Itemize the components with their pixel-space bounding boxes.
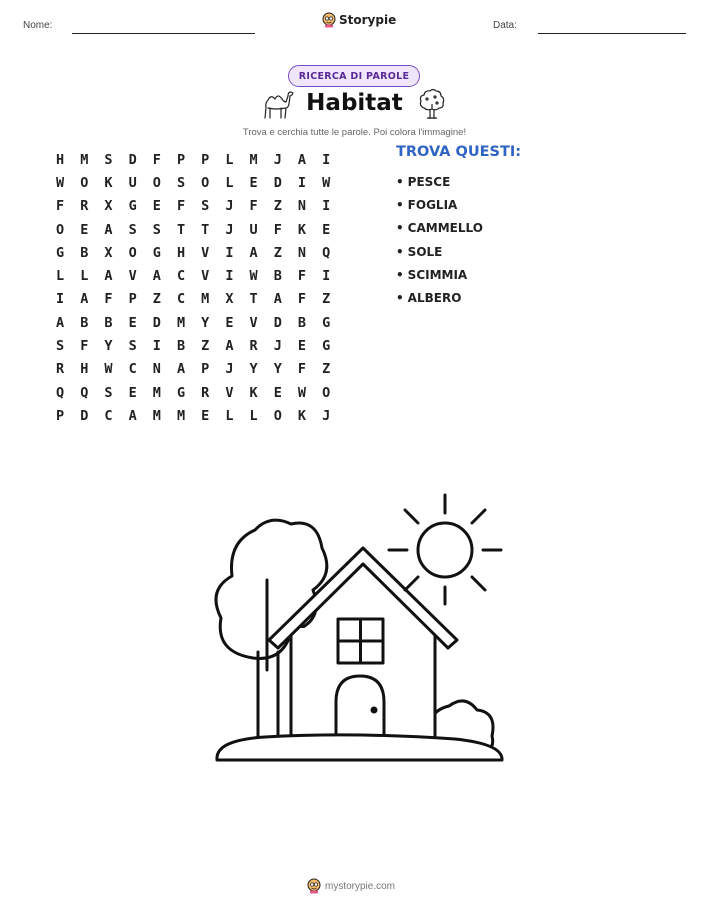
grid-letter[interactable]: M bbox=[201, 291, 210, 308]
grid-letter[interactable]: I bbox=[322, 268, 331, 285]
grid-letter[interactable]: A bbox=[273, 291, 282, 308]
grid-letter[interactable]: R bbox=[56, 361, 65, 378]
word-search-grid[interactable] bbox=[48, 148, 338, 428]
grid-letter[interactable]: G bbox=[176, 384, 186, 401]
grid-letter[interactable]: D bbox=[273, 174, 282, 191]
grid-letter[interactable]: E bbox=[297, 338, 307, 355]
grid-letter[interactable]: P bbox=[128, 291, 137, 308]
grid-letter[interactable]: E bbox=[201, 407, 210, 424]
grid-letter[interactable]: L bbox=[56, 268, 65, 285]
grid-row bbox=[48, 171, 338, 194]
date-line[interactable] bbox=[538, 33, 686, 34]
house-coloring-icon[interactable] bbox=[205, 490, 510, 775]
grid-letter[interactable]: L bbox=[225, 151, 234, 168]
instructions: Trova e cerchia tutte le parole. Poi colora l'immagine! bbox=[242, 127, 467, 138]
grid-letter[interactable]: K bbox=[104, 174, 113, 191]
brand bbox=[322, 12, 396, 28]
grid-letter[interactable]: A bbox=[152, 268, 161, 285]
grid-letter[interactable]: A bbox=[104, 221, 113, 238]
bullet: • bbox=[396, 174, 404, 189]
grid-letter[interactable]: C bbox=[128, 361, 137, 378]
grid-letter[interactable]: X bbox=[225, 291, 234, 308]
bullet: • bbox=[396, 197, 404, 212]
grid-letter[interactable]: B bbox=[273, 268, 282, 285]
bullet: • bbox=[396, 244, 404, 259]
grid-letter[interactable]: R bbox=[249, 338, 258, 355]
grid-letter[interactable]: Z bbox=[273, 244, 282, 261]
grid-letter[interactable]: G bbox=[128, 198, 137, 215]
grid-letter[interactable]: F bbox=[249, 198, 258, 215]
grid-letter[interactable]: Z bbox=[273, 198, 282, 215]
grid-letter[interactable]: F bbox=[56, 198, 65, 215]
grid-letter[interactable]: S bbox=[128, 338, 137, 355]
grid-letter[interactable]: O bbox=[201, 174, 210, 191]
footer bbox=[307, 878, 395, 894]
word-text: CAMMELLO bbox=[407, 221, 483, 236]
grid-letter[interactable]: V bbox=[201, 268, 210, 285]
grid-row bbox=[48, 334, 338, 357]
grid-letter[interactable]: T bbox=[176, 221, 186, 238]
grid-letter[interactable]: V bbox=[225, 384, 234, 401]
grid-letter[interactable]: P bbox=[176, 151, 186, 168]
grid-letter[interactable]: I bbox=[322, 151, 331, 168]
grid-row bbox=[48, 218, 338, 241]
tree-icon bbox=[418, 88, 446, 122]
grid-letter[interactable]: M bbox=[176, 314, 186, 331]
grid-letter[interactable]: N bbox=[297, 244, 307, 261]
footer-url[interactable]: mystorypie.com bbox=[325, 880, 396, 892]
grid-letter[interactable]: O bbox=[152, 174, 161, 191]
grid-letter[interactable]: I bbox=[56, 291, 65, 308]
grid-letter[interactable]: E bbox=[80, 221, 89, 238]
grid-letter[interactable]: H bbox=[176, 244, 186, 261]
grid-letter[interactable]: O bbox=[273, 407, 282, 424]
grid-letter[interactable]: F bbox=[104, 291, 113, 308]
grid-letter[interactable]: S bbox=[104, 151, 113, 168]
grid-letter[interactable]: J bbox=[225, 198, 234, 215]
grid-letter[interactable]: H bbox=[56, 151, 65, 168]
grid-letter[interactable]: K bbox=[297, 407, 307, 424]
grid-letter[interactable]: F bbox=[297, 291, 307, 308]
word-text: SOLE bbox=[407, 244, 443, 259]
grid-letter[interactable]: Z bbox=[201, 338, 210, 355]
grid-letter[interactable]: F bbox=[176, 198, 186, 215]
grid-letter[interactable]: G bbox=[322, 314, 331, 331]
grid-letter[interactable]: B bbox=[297, 314, 307, 331]
grid-letter[interactable]: E bbox=[152, 198, 161, 215]
grid-letter[interactable]: E bbox=[249, 174, 258, 191]
bullet: • bbox=[396, 291, 404, 306]
grid-letter[interactable]: S bbox=[104, 384, 113, 401]
grid-letter[interactable]: M bbox=[152, 407, 161, 424]
grid-letter[interactable]: W bbox=[322, 174, 331, 191]
word-list-item bbox=[396, 193, 483, 216]
grid-letter[interactable]: L bbox=[249, 407, 258, 424]
grid-letter[interactable]: D bbox=[273, 314, 282, 331]
grid-letter[interactable]: P bbox=[56, 407, 65, 424]
word-list-title: TROVA QUESTI: bbox=[396, 144, 522, 160]
grid-letter[interactable]: D bbox=[80, 407, 89, 424]
grid-letter[interactable]: I bbox=[225, 244, 234, 261]
word-list-item bbox=[396, 170, 483, 193]
grid-letter[interactable]: M bbox=[80, 151, 89, 168]
grid-letter[interactable]: S bbox=[201, 198, 210, 215]
grid-letter[interactable]: T bbox=[201, 221, 210, 238]
grid-letter[interactable]: D bbox=[152, 314, 161, 331]
grid-letter[interactable]: E bbox=[128, 384, 137, 401]
grid-letter[interactable]: X bbox=[104, 198, 113, 215]
grid-letter[interactable]: P bbox=[201, 151, 210, 168]
grid-letter[interactable]: U bbox=[249, 221, 258, 238]
grid-letter[interactable]: B bbox=[80, 314, 89, 331]
grid-letter[interactable]: F bbox=[297, 361, 307, 378]
grid-letter[interactable]: F bbox=[273, 221, 282, 238]
grid-row bbox=[48, 381, 338, 404]
grid-letter[interactable]: C bbox=[176, 291, 186, 308]
grid-letter[interactable]: E bbox=[225, 314, 234, 331]
grid-letter[interactable]: O bbox=[128, 244, 137, 261]
word-list-item bbox=[396, 240, 483, 263]
grid-letter[interactable]: I bbox=[322, 198, 331, 215]
grid-letter[interactable]: F bbox=[152, 151, 161, 168]
grid-letter[interactable]: I bbox=[225, 268, 234, 285]
grid-letter[interactable]: B bbox=[80, 244, 89, 261]
grid-letter[interactable]: Q bbox=[322, 244, 331, 261]
word-list-item bbox=[396, 263, 483, 286]
grid-letter[interactable]: S bbox=[176, 174, 186, 191]
grid-letter[interactable]: Q bbox=[80, 384, 89, 401]
grid-letter[interactable]: B bbox=[176, 338, 186, 355]
grid-row bbox=[48, 148, 338, 171]
grid-letter[interactable]: M bbox=[176, 407, 186, 424]
grid-letter[interactable]: G bbox=[322, 338, 331, 355]
grid-letter[interactable]: G bbox=[56, 244, 65, 261]
grid-letter[interactable]: L bbox=[225, 174, 234, 191]
word-list-item bbox=[396, 286, 483, 309]
grid-letter[interactable]: F bbox=[80, 338, 89, 355]
brand-name: Storypie bbox=[339, 13, 397, 27]
word-list-item bbox=[396, 217, 483, 240]
grid-row bbox=[48, 195, 338, 218]
grid-letter[interactable]: R bbox=[80, 198, 89, 215]
grid-letter[interactable]: G bbox=[152, 244, 161, 261]
grid-letter[interactable]: H bbox=[80, 361, 89, 378]
grid-letter[interactable]: J bbox=[225, 361, 234, 378]
grid-letter[interactable]: O bbox=[80, 174, 89, 191]
grid-letter[interactable]: A bbox=[128, 407, 137, 424]
grid-letter[interactable]: Y bbox=[201, 314, 210, 331]
worksheet-type-badge: RICERCA DI PAROLE bbox=[288, 65, 420, 87]
grid-row bbox=[48, 358, 338, 381]
grid-row bbox=[48, 404, 338, 427]
word-text: ALBERO bbox=[407, 291, 462, 306]
bullet: • bbox=[396, 267, 404, 282]
grid-letter[interactable]: S bbox=[152, 221, 161, 238]
grid-letter[interactable]: A bbox=[225, 338, 234, 355]
grid-letter[interactable]: T bbox=[249, 291, 258, 308]
word-text: FOGLIA bbox=[407, 197, 458, 212]
grid-letter[interactable]: R bbox=[201, 384, 210, 401]
grid-letter[interactable]: C bbox=[176, 268, 186, 285]
grid-letter[interactable]: A bbox=[80, 291, 89, 308]
grid-letter[interactable]: X bbox=[104, 244, 113, 261]
grid-letter[interactable]: W bbox=[56, 174, 65, 191]
word-list bbox=[396, 170, 483, 310]
grid-letter[interactable]: V bbox=[201, 244, 210, 261]
word-text: PESCE bbox=[407, 174, 451, 189]
grid-letter[interactable]: W bbox=[104, 361, 113, 378]
grid-letter[interactable]: N bbox=[297, 198, 307, 215]
grid-letter[interactable]: V bbox=[128, 268, 137, 285]
page-title: Habitat bbox=[306, 90, 403, 116]
grid-letter[interactable]: S bbox=[56, 338, 65, 355]
date-label: Data: bbox=[493, 20, 517, 31]
grid-letter[interactable]: Q bbox=[56, 384, 65, 401]
grid-letter[interactable]: P bbox=[201, 361, 210, 378]
grid-letter[interactable]: A bbox=[297, 151, 307, 168]
name-label: Nome: bbox=[23, 20, 53, 31]
grid-letter[interactable]: Y bbox=[104, 338, 113, 355]
grid-letter[interactable]: K bbox=[297, 221, 307, 238]
grid-letter[interactable]: F bbox=[297, 268, 307, 285]
grid-letter[interactable]: W bbox=[249, 268, 258, 285]
grid-letter[interactable]: A bbox=[56, 314, 65, 331]
grid-letter[interactable]: M bbox=[152, 384, 161, 401]
grid-letter[interactable]: I bbox=[297, 174, 307, 191]
grid-letter[interactable]: E bbox=[128, 314, 137, 331]
grid-letter[interactable]: K bbox=[249, 384, 258, 401]
grid-letter[interactable]: S bbox=[128, 221, 137, 238]
grid-letter[interactable]: D bbox=[128, 151, 137, 168]
grid-row bbox=[48, 241, 338, 264]
grid-letter[interactable]: M bbox=[249, 151, 258, 168]
grid-letter[interactable]: E bbox=[322, 221, 331, 238]
grid-row bbox=[48, 288, 338, 311]
grid-letter[interactable]: Y bbox=[249, 361, 258, 378]
grid-letter[interactable]: I bbox=[152, 338, 161, 355]
grid-letter[interactable]: W bbox=[297, 384, 307, 401]
grid-row bbox=[48, 264, 338, 287]
grid-letter[interactable]: L bbox=[225, 407, 234, 424]
grid-letter[interactable]: B bbox=[104, 314, 113, 331]
grid-letter[interactable]: E bbox=[273, 384, 282, 401]
grid-letter[interactable]: Y bbox=[273, 361, 282, 378]
grid-letter[interactable]: O bbox=[322, 384, 331, 401]
word-text: SCIMMIA bbox=[407, 267, 468, 282]
grid-letter[interactable]: C bbox=[104, 407, 113, 424]
storypie-logo-icon bbox=[322, 12, 336, 28]
grid-letter[interactable]: O bbox=[56, 221, 65, 238]
grid-letter[interactable]: J bbox=[273, 338, 282, 355]
grid-letter[interactable]: Z bbox=[322, 291, 331, 308]
grid-letter[interactable]: V bbox=[249, 314, 258, 331]
grid-letter[interactable]: J bbox=[225, 221, 234, 238]
grid-letter[interactable]: A bbox=[104, 268, 113, 285]
grid-letter[interactable]: J bbox=[322, 407, 331, 424]
grid-letter[interactable]: L bbox=[80, 268, 89, 285]
name-line[interactable] bbox=[72, 33, 255, 34]
grid-letter[interactable]: A bbox=[176, 361, 186, 378]
bullet: • bbox=[396, 221, 404, 236]
grid-row bbox=[48, 311, 338, 334]
grid-letter[interactable]: U bbox=[128, 174, 137, 191]
grid-letter[interactable]: Z bbox=[152, 291, 161, 308]
storypie-footer-logo-icon bbox=[307, 878, 321, 894]
grid-letter[interactable]: J bbox=[273, 151, 282, 168]
grid-letter[interactable]: A bbox=[249, 244, 258, 261]
grid-letter[interactable]: Z bbox=[322, 361, 331, 378]
grid-letter[interactable]: N bbox=[152, 361, 161, 378]
